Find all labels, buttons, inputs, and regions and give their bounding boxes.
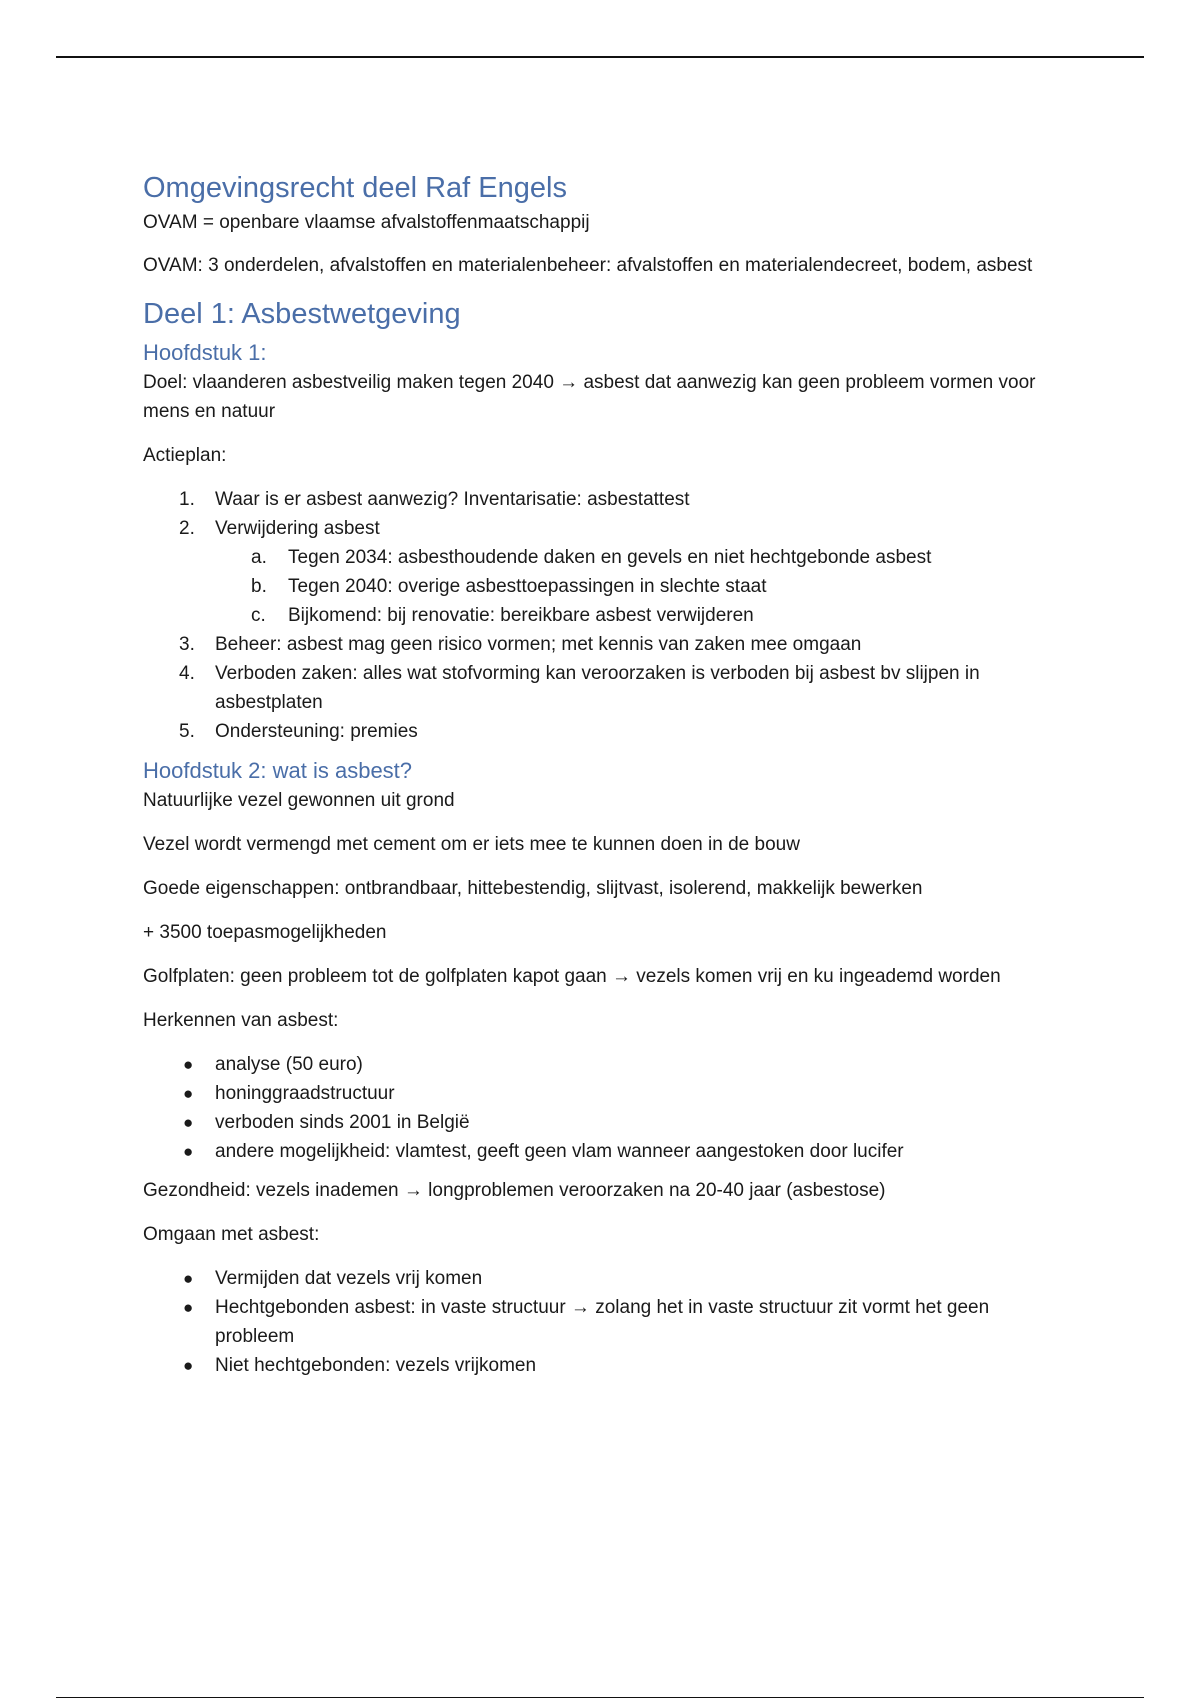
list-item: ● andere mogelijkheid: vlamtest, geeft geen vlam wanneer aangestoken door lucifer bbox=[143, 1137, 1073, 1166]
paragraph: + 3500 toepasmogelijkheden bbox=[143, 922, 387, 943]
chapter1-heading: Hoofdstuk 1: bbox=[143, 340, 267, 365]
list-item: 3. Beheer: asbest mag geen risico vormen; met kennis van zaken mee omgaan bbox=[179, 634, 862, 655]
recognize-list bbox=[143, 1050, 1073, 1166]
actieplan-list bbox=[143, 485, 1073, 746]
sub-list-item: a. Tegen 2034: asbesthoudende daken en gevels en niet hechtgebonde asbest bbox=[251, 547, 932, 568]
list-item: ● Hechtgebonden asbest: in vaste structuur → zolang het in vaste structuur zit vormt het geen probleem bbox=[143, 1293, 1073, 1351]
document-body bbox=[143, 168, 1073, 1390]
paragraph: Natuurlijke vezel gewonnen uit grond bbox=[143, 790, 455, 811]
bullet-icon: ● bbox=[183, 1298, 194, 1317]
paragraph: Vezel wordt vermengd met cement om er iets mee te kunnen doen in de bouw bbox=[143, 834, 800, 855]
intro-line-1: OVAM = openbare vlaamse afvalstoffenmaatschappij bbox=[143, 212, 590, 233]
bullet-icon: ● bbox=[183, 1055, 194, 1074]
bullet-icon: ● bbox=[183, 1269, 194, 1288]
document-title: Omgevingsrecht deel Raf Engels bbox=[143, 172, 567, 204]
list-item: ● honinggraadstructuur bbox=[143, 1079, 1073, 1108]
bullet-icon: ● bbox=[183, 1356, 194, 1375]
recognize-label: Herkennen van asbest: bbox=[143, 1010, 339, 1031]
goal-paragraph: Doel: vlaanderen asbestveilig maken tegen 2040 → asbest dat aanwezig kan geen probleem vormen voor mens en natuur bbox=[143, 372, 1036, 422]
part1-heading: Deel 1: Asbestwetgeving bbox=[143, 298, 461, 330]
handling-label: Omgaan met asbest: bbox=[143, 1224, 320, 1245]
list-item: ● Vermijden dat vezels vrij komen bbox=[143, 1264, 1073, 1293]
bullet-icon: ● bbox=[183, 1084, 194, 1103]
handling-list bbox=[143, 1264, 1073, 1380]
chapter2-heading: Hoofdstuk 2: wat is asbest? bbox=[143, 758, 413, 783]
paragraph: Goede eigenschappen: ontbrandbaar, hittebestendig, slijtvast, isolerend, makkelijk bewerken bbox=[143, 878, 923, 899]
paragraph: Golfplaten: geen probleem tot de golfplaten kapot gaan → vezels komen vrij en ku ingeademd worden bbox=[143, 966, 1001, 987]
list-item: ● analyse (50 euro) bbox=[143, 1050, 1073, 1079]
sub-list-item: b. Tegen 2040: overige asbesttoepassingen in slechte staat bbox=[251, 576, 767, 597]
footer-rule bbox=[56, 1697, 1144, 1698]
list-item: ● Niet hechtgebonden: vezels vrijkomen bbox=[143, 1351, 1073, 1380]
header-rule bbox=[56, 56, 1144, 58]
actieplan-label: Actieplan: bbox=[143, 445, 227, 466]
sub-list-item: c. Bijkomend: bij renovatie: bereikbare asbest verwijderen bbox=[251, 605, 754, 626]
intro-line-2: OVAM: 3 onderdelen, afvalstoffen en materialenbeheer: afvalstoffen en materialendecreet, bodem, asbest bbox=[143, 255, 1033, 276]
bullet-icon: ● bbox=[183, 1113, 194, 1132]
health-paragraph: Gezondheid: vezels inademen → longproblemen veroorzaken na 20-40 jaar (asbestose) bbox=[143, 1180, 886, 1201]
list-item: 4. Verboden zaken: alles wat stofvorming kan veroorzaken is verboden bij asbest bv slijpen in asbestplaten bbox=[179, 663, 980, 713]
list-item: 1. Waar is er asbest aanwezig? Inventarisatie: asbestattest bbox=[179, 489, 690, 510]
list-item: 5. Ondersteuning: premies bbox=[179, 721, 418, 742]
bullet-icon: ● bbox=[183, 1142, 194, 1161]
list-item: ● verboden sinds 2001 in België bbox=[143, 1108, 1073, 1137]
list-item: 2. Verwijdering asbest bbox=[179, 518, 380, 539]
